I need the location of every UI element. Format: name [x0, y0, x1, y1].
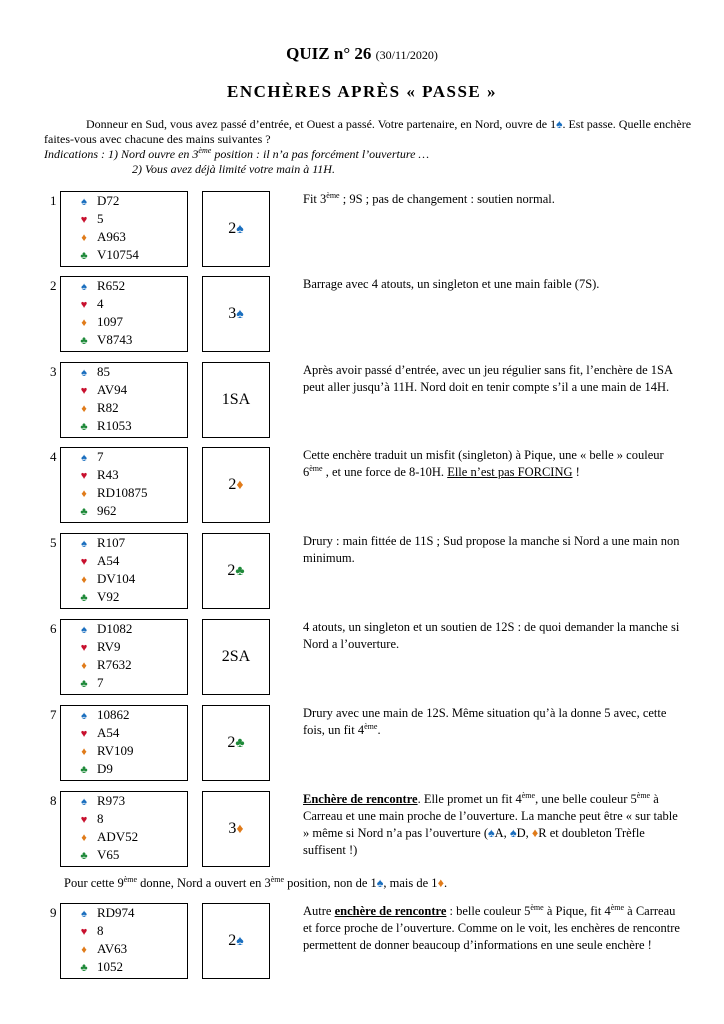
club-icon: ♣	[80, 962, 88, 974]
bid-box	[202, 191, 270, 267]
hand-number: 1	[50, 193, 57, 208]
comment: Enchère de rencontre. Elle promet un fit 4ème, une belle couleur 5ème à Carreau et une main proche de l’ouverture. La manche peut être « sur table » même si Nord n’a pas l’ouverture (♠A, ♠D, ♦R et doubleton Trèfle suffisent !)	[303, 790, 678, 857]
spade-icon: ♠	[81, 367, 87, 379]
bid-level: 1SA	[221, 391, 251, 408]
clubs-cards: R1053	[97, 418, 132, 433]
comment: 4 atouts, un singleton et un soutien de 12S : de quoi demander la manche si Nord a l’ouverture.	[303, 620, 680, 651]
diamond-icon: ♦	[531, 826, 539, 840]
quiz-subtitle: ENCHÈRES APRÈS « PASSE »	[227, 82, 497, 101]
hearts-cards: R43	[97, 467, 119, 482]
diamond-icon: ♦	[81, 660, 87, 672]
diamond-icon: ♦	[81, 832, 87, 844]
bid-box	[202, 903, 270, 979]
hand-number: 8	[50, 793, 57, 808]
clubs-cards: 962	[97, 503, 117, 518]
hand-row-9	[0, 903, 724, 979]
hand-row-2	[0, 276, 724, 352]
bid-level: 2	[227, 562, 236, 579]
bid-box	[202, 276, 270, 352]
hand-box	[60, 362, 188, 438]
comment: Cette enchère traduit un misfit (singleton) à Pique, une « belle » couleur 6ème , et une force de 8-10H. Elle n’est pas FORCING !	[303, 448, 664, 479]
indication-2: 2) Vous avez déjà limité votre main à 11H.	[132, 162, 335, 176]
heart-icon: ♥	[80, 642, 88, 654]
hearts-cards: 5	[97, 211, 104, 226]
hearts-cards: A54	[97, 553, 120, 568]
spade-icon: ♠	[488, 826, 495, 840]
bid-level: 3	[228, 305, 237, 322]
clubs-cards: V65	[97, 847, 120, 862]
hand-number: 5	[50, 535, 57, 550]
diamonds-cards: RV109	[97, 743, 134, 758]
heart-icon: ♥	[80, 728, 88, 740]
hand-row-7	[0, 705, 724, 781]
bid-level: 2	[228, 932, 237, 949]
spades-cards: R107	[97, 535, 126, 550]
bid-box	[202, 362, 270, 438]
spade-icon: ♠	[81, 624, 87, 636]
clubs-cards: D9	[97, 761, 113, 776]
hand-box	[60, 447, 188, 523]
hand-box	[60, 903, 188, 979]
bid-box	[202, 705, 270, 781]
diamonds-cards: R82	[97, 400, 119, 415]
hand-number: 9	[50, 905, 57, 920]
diamonds-cards: DV104	[97, 571, 136, 586]
diamond-icon: ♦	[81, 403, 87, 415]
spade-icon: ♠	[509, 826, 517, 840]
hearts-cards: 8	[97, 811, 104, 826]
diamond-icon: ♦	[81, 746, 87, 758]
spade-icon: ♠	[81, 710, 87, 722]
heart-icon: ♥	[80, 214, 88, 226]
club-icon: ♣	[80, 678, 88, 690]
spade-icon: ♠	[81, 452, 87, 464]
hand-row-6	[0, 619, 724, 695]
hand-box	[60, 533, 188, 609]
spade-icon: ♠	[556, 117, 563, 131]
diamonds-cards: ADV52	[97, 829, 139, 844]
diamond-icon: ♦	[236, 822, 244, 837]
clubs-cards: V8743	[97, 332, 133, 347]
note-9: Pour cette 9ème donne, Nord a ouvert en 3ème position, non de 1♠, mais de 1♦.	[64, 874, 448, 890]
spade-icon: ♠	[236, 307, 244, 322]
comment: Autre enchère de rencontre : belle couleur 5ème à Pique, fit 4ème à Carreau et force proche de l’ouverture. Comme on le voit, les enchères de rencontre permettent de donner beaucoup d’informations en une seule enchère !	[303, 902, 680, 952]
clubs-cards: V92	[97, 589, 120, 604]
title-date: (30/11/2020)	[375, 48, 438, 62]
title-text: QUIZ n° 26	[286, 44, 372, 63]
diamond-icon: ♦	[81, 317, 87, 329]
diamond-icon: ♦	[81, 232, 87, 244]
spade-icon: ♠	[81, 796, 87, 808]
comment: Après avoir passé d’entrée, avec un jeu régulier sans fit, l’enchère de 1SA peut aller jusqu’à 11H. Nord doit en tenir compte s’il a une main de 14H.	[303, 363, 673, 394]
spades-cards: RD974	[97, 905, 135, 920]
clubs-cards: 7	[97, 675, 104, 690]
bid-box	[202, 447, 270, 523]
clubs-cards: V10754	[97, 247, 139, 262]
bid-box	[202, 533, 270, 609]
spade-icon: ♠	[376, 876, 384, 890]
hand-box	[60, 791, 188, 867]
hand-row-8	[0, 791, 724, 871]
spade-icon: ♠	[236, 934, 244, 949]
diamonds-cards: R7632	[97, 657, 132, 672]
spade-icon: ♠	[236, 222, 244, 237]
intro-paragraph: Donneur en Sud, vous avez passé d’entrée, et Ouest a passé. Votre partenaire, en Nord, ouvre de 1♠. Est passe. Quelle enchère faites-vous avec chacune des mains suivantes ?	[44, 117, 692, 146]
club-icon: ♣	[235, 736, 245, 751]
hand-row-1	[0, 191, 724, 267]
diamonds-cards: 1097	[97, 314, 123, 329]
hand-box	[60, 276, 188, 352]
spades-cards: 7	[97, 449, 104, 464]
club-icon: ♣	[80, 250, 88, 262]
heart-icon: ♥	[80, 470, 88, 482]
club-icon: ♣	[80, 764, 88, 776]
hand-row-4	[0, 447, 724, 523]
hand-box	[60, 705, 188, 781]
club-icon: ♣	[80, 592, 88, 604]
diamonds-cards: AV63	[97, 941, 128, 956]
comment: Fit 3ème ; 9S ; pas de changement : soutien normal.	[303, 190, 555, 206]
spades-cards: 85	[97, 364, 110, 379]
club-icon: ♣	[80, 421, 88, 433]
diamond-icon: ♦	[81, 488, 87, 500]
spade-icon: ♠	[81, 908, 87, 920]
clubs-cards: 1052	[97, 959, 123, 974]
quiz-title	[0, 44, 724, 64]
spades-cards: R652	[97, 278, 126, 293]
diamonds-cards: RD10875	[97, 485, 148, 500]
intro	[44, 117, 694, 177]
bid-level: 2SA	[221, 648, 251, 665]
spade-icon: ♠	[81, 281, 87, 293]
heart-icon: ♥	[80, 385, 88, 397]
club-icon: ♣	[80, 506, 88, 518]
hand-number: 4	[50, 449, 57, 464]
hearts-cards: A54	[97, 725, 120, 740]
bid-box	[202, 619, 270, 695]
club-icon: ♣	[80, 850, 88, 862]
heart-icon: ♥	[80, 814, 88, 826]
comment: Drury avec une main de 12S. Même situation qu’à la donne 5 avec, cette fois, un fit 4ème.	[303, 706, 667, 737]
diamond-icon: ♦	[236, 478, 244, 493]
comment: Drury : main fittée de 11S ; Sud propose la manche si Nord a une main non minimum.	[303, 534, 680, 565]
heart-icon: ♥	[80, 556, 88, 568]
hand-box	[60, 191, 188, 267]
bid-level: 2	[228, 220, 237, 237]
hand-number: 3	[50, 364, 57, 379]
spade-icon: ♠	[81, 538, 87, 550]
bid-level: 3	[228, 820, 237, 837]
hand-box	[60, 619, 188, 695]
diamond-icon: ♦	[437, 876, 444, 890]
hand-number: 6	[50, 621, 57, 636]
diamond-icon: ♦	[81, 944, 87, 956]
club-icon: ♣	[235, 564, 245, 579]
heart-icon: ♥	[80, 299, 88, 311]
heart-icon: ♥	[80, 926, 88, 938]
diamond-icon: ♦	[81, 574, 87, 586]
hand-row-3	[0, 362, 724, 438]
spades-cards: D1082	[97, 621, 133, 636]
hearts-cards: 4	[97, 296, 104, 311]
hand-number: 7	[50, 707, 57, 722]
diamonds-cards: A963	[97, 229, 126, 244]
hearts-cards: AV94	[97, 382, 128, 397]
spades-cards: R973	[97, 793, 126, 808]
hand-number: 2	[50, 278, 57, 293]
hand-row-5	[0, 533, 724, 609]
indication-1: Indications : 1) Nord ouvre en 3ème position : il n’a pas forcément l’ouverture …	[44, 146, 430, 161]
spade-icon: ♠	[81, 196, 87, 208]
spades-cards: D72	[97, 193, 120, 208]
spades-cards: 10862	[97, 707, 130, 722]
hearts-cards: RV9	[97, 639, 121, 654]
bid-box	[202, 791, 270, 867]
bid-level: 2	[227, 734, 236, 751]
hearts-cards: 8	[97, 923, 104, 938]
bid-level: 2	[228, 476, 237, 493]
club-icon: ♣	[80, 335, 88, 347]
comment: Barrage avec 4 atouts, un singleton et une main faible (7S).	[303, 277, 600, 291]
